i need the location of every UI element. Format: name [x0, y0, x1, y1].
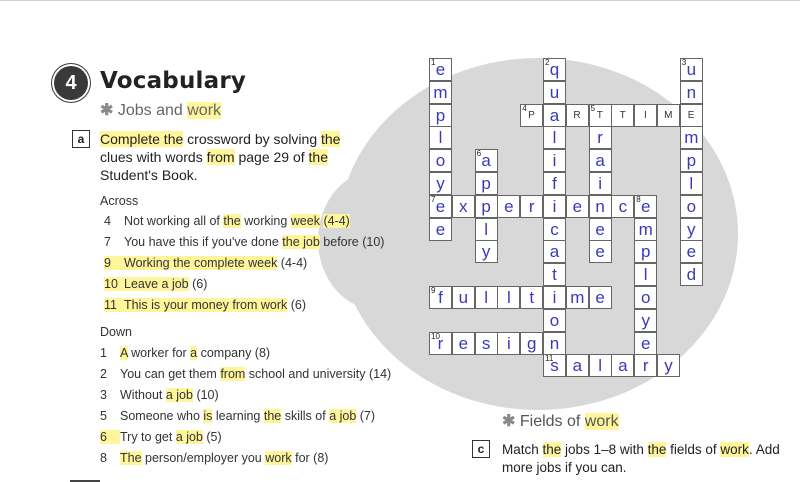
crossword-cell[interactable] [475, 149, 498, 172]
cell-letter: i [552, 288, 557, 307]
crossword-cell[interactable] [680, 149, 703, 172]
crossword-cell[interactable] [475, 172, 498, 195]
cell-letter: m [433, 82, 448, 102]
crossword-cell[interactable] [589, 172, 612, 195]
text-run: The [120, 451, 142, 465]
crossword-cell[interactable] [589, 195, 612, 218]
cell-letter: e [640, 333, 651, 353]
crossword-cell[interactable] [634, 354, 657, 377]
cell-letter: t [529, 288, 535, 307]
clue-number: 2 [545, 58, 550, 67]
text-run: working [240, 214, 291, 228]
clue-number: 4 [104, 214, 111, 228]
crossword-cell[interactable] [543, 286, 566, 309]
across-clue [104, 298, 306, 312]
exercise-c-instruction [502, 441, 792, 477]
crossword-cell[interactable] [429, 104, 452, 127]
crossword-cell[interactable] [634, 218, 657, 241]
text-run: skills of [281, 409, 330, 423]
cell-letter: n [686, 82, 697, 102]
text-run: page 29 of [234, 149, 309, 165]
crossword-cell[interactable] [475, 286, 498, 309]
text-run: work [265, 451, 292, 465]
crossword-cell[interactable] [475, 332, 498, 355]
crossword-cell[interactable] [543, 126, 566, 149]
crossword-cell[interactable] [611, 195, 634, 218]
text-run: the [308, 149, 329, 165]
crossword-cell[interactable] [543, 240, 566, 263]
down-clue [100, 367, 391, 381]
text-run: (4-4) [277, 256, 308, 270]
cell-letter: e [595, 219, 605, 239]
cell-letter: R [573, 109, 582, 121]
clue-number: 9 [431, 286, 436, 295]
text-run: a job [165, 388, 193, 402]
crossword-cell[interactable] [680, 172, 703, 195]
cell-letter: y [481, 242, 491, 262]
clue-number: 11 [545, 354, 554, 364]
cell-letter: u [686, 60, 697, 79]
clue-number: 1 [100, 346, 107, 360]
crossword-cell[interactable] [543, 332, 566, 355]
cell-letter: c [618, 196, 628, 216]
text-run: You can get them [120, 367, 221, 381]
crossword-cell[interactable] [566, 195, 589, 218]
crossword-cell[interactable] [543, 81, 566, 104]
unit-number-badge: 4 [54, 66, 88, 100]
crossword-cell[interactable] [680, 104, 703, 127]
crossword-cell[interactable] [611, 354, 634, 377]
text-run: Working the complete week [124, 256, 278, 270]
crossword-cell[interactable] [497, 195, 520, 218]
cell-letter: r [642, 356, 649, 376]
crossword-cell[interactable] [680, 240, 703, 263]
cell-letter: r [528, 196, 535, 216]
crossword-cell[interactable] [634, 309, 657, 332]
cell-letter: e [504, 196, 514, 216]
text-run: school and university (14) [245, 367, 392, 381]
cell-letter: o [640, 288, 651, 307]
cell-letter: m [684, 128, 699, 148]
crossword-cell[interactable] [520, 195, 543, 218]
section-title: Vocabulary [100, 68, 247, 94]
text-run: the job [282, 235, 320, 249]
crossword-cell[interactable] [429, 126, 452, 149]
exercise-a-instruction [100, 130, 350, 184]
crossword-cell[interactable] [497, 332, 520, 355]
crossword-cell[interactable] [520, 104, 543, 127]
crossword-cell[interactable] [452, 332, 475, 355]
crossword-cell[interactable] [634, 104, 657, 127]
crossword-cell[interactable] [566, 286, 589, 309]
clue-number: 8 [100, 451, 107, 465]
crossword-cell[interactable] [429, 286, 452, 309]
cell-letter: m [570, 288, 585, 307]
down-clue [100, 430, 222, 444]
exercise-c-label: c [472, 440, 490, 458]
cell-letter: o [686, 196, 697, 216]
cell-letter: p [686, 151, 697, 171]
cell-letter: s [481, 333, 491, 353]
text-run: learning [212, 409, 264, 423]
text-run: a job [329, 409, 357, 423]
crossword-cell[interactable] [429, 195, 452, 218]
crossword-cell[interactable] [566, 104, 589, 127]
crossword-cell[interactable] [543, 354, 566, 377]
text-run: the [263, 409, 282, 423]
text-run: a job [175, 430, 203, 444]
crossword-cell[interactable] [680, 195, 703, 218]
cell-letter: e [435, 196, 446, 216]
cell-letter: l [484, 288, 488, 307]
text-run: from [220, 367, 246, 381]
down-clue [100, 388, 219, 402]
cell-letter: i [552, 151, 557, 171]
cell-letter: y [687, 219, 696, 239]
clue-number: 7 [104, 235, 111, 249]
text-run: from [206, 149, 235, 165]
text-run: (4-4) [323, 214, 350, 228]
crossword-cell[interactable] [452, 195, 475, 218]
cell-letter: l [438, 128, 443, 148]
cell-letter: p [640, 242, 651, 262]
clue-number: 5 [590, 103, 596, 113]
subtitle-text: Jobs and [117, 102, 183, 119]
top-divider [0, 0, 800, 1]
text-run: before (10) [319, 235, 385, 249]
crossword-cell[interactable] [657, 354, 680, 377]
crossword-cell[interactable] [475, 195, 498, 218]
text-run: Try to get [120, 430, 176, 444]
text-run: Without [120, 388, 166, 402]
clue-number: 7 [431, 194, 436, 204]
down-clue [100, 346, 270, 360]
text-run: Leave a job [124, 277, 189, 291]
text-run: is [203, 409, 213, 423]
across-clue [104, 214, 350, 228]
text-run: This is your money from work [124, 298, 288, 312]
crossword-cell[interactable] [543, 149, 566, 172]
crossword-cell[interactable] [680, 263, 703, 286]
crossword-cell[interactable] [589, 149, 612, 172]
cell-letter: l [643, 265, 648, 285]
text-run: Someone who [120, 409, 204, 423]
crossword-cell[interactable] [520, 286, 543, 309]
crossword-cell[interactable] [429, 332, 452, 355]
clue-number: 10 [431, 331, 440, 341]
cell-letter: p [481, 196, 491, 216]
clue-number: 4 [522, 103, 528, 113]
cell-letter: a [595, 151, 605, 171]
cell-letter: o [435, 151, 446, 171]
cell-letter: q [549, 60, 560, 79]
crossword-cell[interactable] [589, 286, 612, 309]
cell-letter: e [458, 333, 469, 353]
crossword-cell[interactable] [680, 58, 703, 81]
crossword-cell[interactable] [634, 332, 657, 355]
crossword-cell[interactable] [543, 309, 566, 332]
subtitle-highlight: work [187, 102, 222, 119]
crossword-cell[interactable] [634, 240, 657, 263]
clue-number: 11 [104, 298, 124, 312]
cell-letter: l [598, 356, 602, 376]
fields-title-highlight: work [584, 413, 619, 430]
clue-number: 2 [100, 367, 107, 381]
crossword-cell[interactable] [589, 218, 612, 241]
crossword-cell[interactable] [429, 58, 452, 81]
cell-letter: T [596, 109, 604, 121]
clue-number: 1 [431, 58, 436, 67]
cell-letter: u [549, 82, 560, 102]
text-run: (10) [192, 388, 219, 402]
text-run: work [720, 442, 749, 457]
cell-letter: y [436, 174, 445, 193]
text-run: company (8) [197, 346, 271, 360]
text-run: week [290, 214, 320, 228]
crossword-cell[interactable] [634, 195, 657, 218]
text-run: (6) [287, 298, 306, 312]
cell-letter: a [481, 151, 491, 171]
crossword-cell[interactable] [543, 104, 566, 127]
text-run: Match [502, 442, 543, 457]
text-run: for (8) [291, 451, 329, 465]
text-run: A [120, 346, 128, 360]
text-run: (7) [356, 409, 376, 423]
text-run: Complete the [100, 131, 184, 147]
text-run: the [647, 442, 667, 457]
cell-letter: a [572, 356, 583, 376]
crossword-cell[interactable] [589, 126, 612, 149]
cell-letter: n [595, 196, 605, 216]
cell-letter: l [484, 219, 488, 239]
text-run: You have this if you've done [124, 235, 283, 249]
text-run: clues with words [100, 149, 207, 165]
clue-number: 3 [100, 388, 107, 402]
cell-letter: m [638, 219, 653, 239]
cell-letter: t [552, 265, 557, 285]
crossword-cell[interactable] [429, 149, 452, 172]
crossword-cell[interactable] [520, 332, 543, 355]
cell-letter: a [549, 105, 560, 125]
crossword-cell[interactable] [543, 218, 566, 241]
text-run: jobs 1–8 with [561, 442, 648, 457]
cell-letter: a [549, 242, 560, 262]
down-heading: Down [100, 325, 132, 339]
down-clue [100, 451, 328, 465]
crossword-cell[interactable] [543, 172, 566, 195]
crossword-cell[interactable] [589, 104, 612, 127]
crossword-cell[interactable] [680, 126, 703, 149]
cell-letter: u [458, 288, 469, 307]
cell-letter: e [435, 60, 446, 79]
cell-letter: i [552, 196, 557, 216]
text-run: fields of [666, 442, 721, 457]
cell-letter: d [686, 265, 697, 285]
subsection-title [100, 100, 221, 120]
across-clue [104, 256, 307, 270]
cell-letter: l [552, 128, 557, 148]
cell-letter: f [438, 288, 443, 307]
down-clue [100, 409, 375, 423]
crossword-cell[interactable] [680, 81, 703, 104]
cell-letter: g [526, 333, 537, 353]
fields-title-text: Fields of [519, 413, 581, 430]
crossword-cell[interactable] [543, 58, 566, 81]
text-run: a [190, 346, 198, 360]
cell-letter: p [481, 174, 491, 193]
crossword-cell[interactable] [429, 218, 452, 241]
crossword-cell[interactable] [611, 104, 634, 127]
star-icon: ✱ [502, 413, 516, 430]
crossword-cell[interactable] [634, 263, 657, 286]
crossword-cell[interactable] [475, 218, 498, 241]
clue-number: 3 [681, 58, 687, 67]
crossword-cell[interactable] [452, 286, 475, 309]
clue-number: 10 [104, 277, 124, 291]
cell-letter: r [437, 333, 444, 353]
cell-letter: i [598, 174, 602, 193]
cell-letter: n [549, 333, 560, 353]
cell-letter: M [664, 109, 673, 121]
cell-letter: e [686, 242, 697, 262]
cell-letter: c [550, 219, 559, 239]
cell-letter: P [528, 109, 536, 121]
cell-letter: p [435, 105, 446, 125]
across-clue [104, 235, 384, 249]
text-run: . Add more jobs if you can. [502, 442, 780, 475]
clue-number: 9 [104, 256, 124, 270]
across-heading: Across [100, 194, 139, 208]
text-run: the [223, 214, 241, 228]
text-run: person/employer you [141, 451, 266, 465]
cell-letter: y [641, 310, 650, 330]
cell-letter: y [664, 356, 673, 376]
text-run: (5) [202, 430, 222, 444]
crossword-cell[interactable] [634, 286, 657, 309]
crossword-cell[interactable] [589, 240, 612, 263]
crossword-cell[interactable] [497, 286, 520, 309]
cell-letter: a [618, 356, 628, 376]
cell-letter: x [459, 196, 468, 216]
crossword-cell[interactable] [475, 240, 498, 263]
cell-letter: i [507, 333, 511, 353]
fields-of-work-title [502, 411, 619, 431]
cell-letter: o [549, 310, 560, 330]
crossword-cell[interactable] [429, 81, 452, 104]
cell-letter: s [550, 356, 559, 376]
cell-letter: T [619, 109, 627, 121]
cell-letter: I [644, 109, 648, 121]
cell-letter: f [552, 174, 557, 193]
cell-letter: e [595, 242, 605, 262]
crossword-cell[interactable] [429, 172, 452, 195]
crossword-cell[interactable] [680, 218, 703, 241]
text-run: the [542, 442, 562, 457]
text-run: Student's Book. [100, 167, 198, 183]
star-icon: ✱ [100, 102, 114, 119]
clue-number: 8 [636, 194, 641, 204]
clue-number: 6 [100, 430, 120, 444]
text-run: the [321, 131, 341, 147]
cell-letter: e [435, 219, 446, 239]
text-run: Not working all of [124, 214, 224, 228]
crossword-cell[interactable] [543, 195, 566, 218]
cell-letter: l [689, 174, 694, 193]
cell-letter: e [572, 196, 583, 216]
exercise-a-label: a [72, 130, 90, 148]
crossword-cell[interactable] [589, 354, 612, 377]
cell-letter: e [640, 196, 651, 216]
across-clue [104, 277, 207, 291]
cell-letter: r [597, 128, 603, 148]
crossword-cell[interactable] [657, 104, 680, 127]
crossword-cell[interactable] [566, 354, 589, 377]
cell-letter: e [595, 288, 605, 307]
cell-letter: E [687, 109, 695, 121]
text-run: crossword by solving [183, 131, 321, 147]
cell-letter: l [507, 288, 511, 307]
clue-number: 6 [476, 149, 482, 159]
crossword-cell[interactable] [543, 263, 566, 286]
text-run: (6) [188, 277, 208, 291]
clue-number: 5 [100, 409, 107, 423]
text-run: worker for [127, 346, 191, 360]
